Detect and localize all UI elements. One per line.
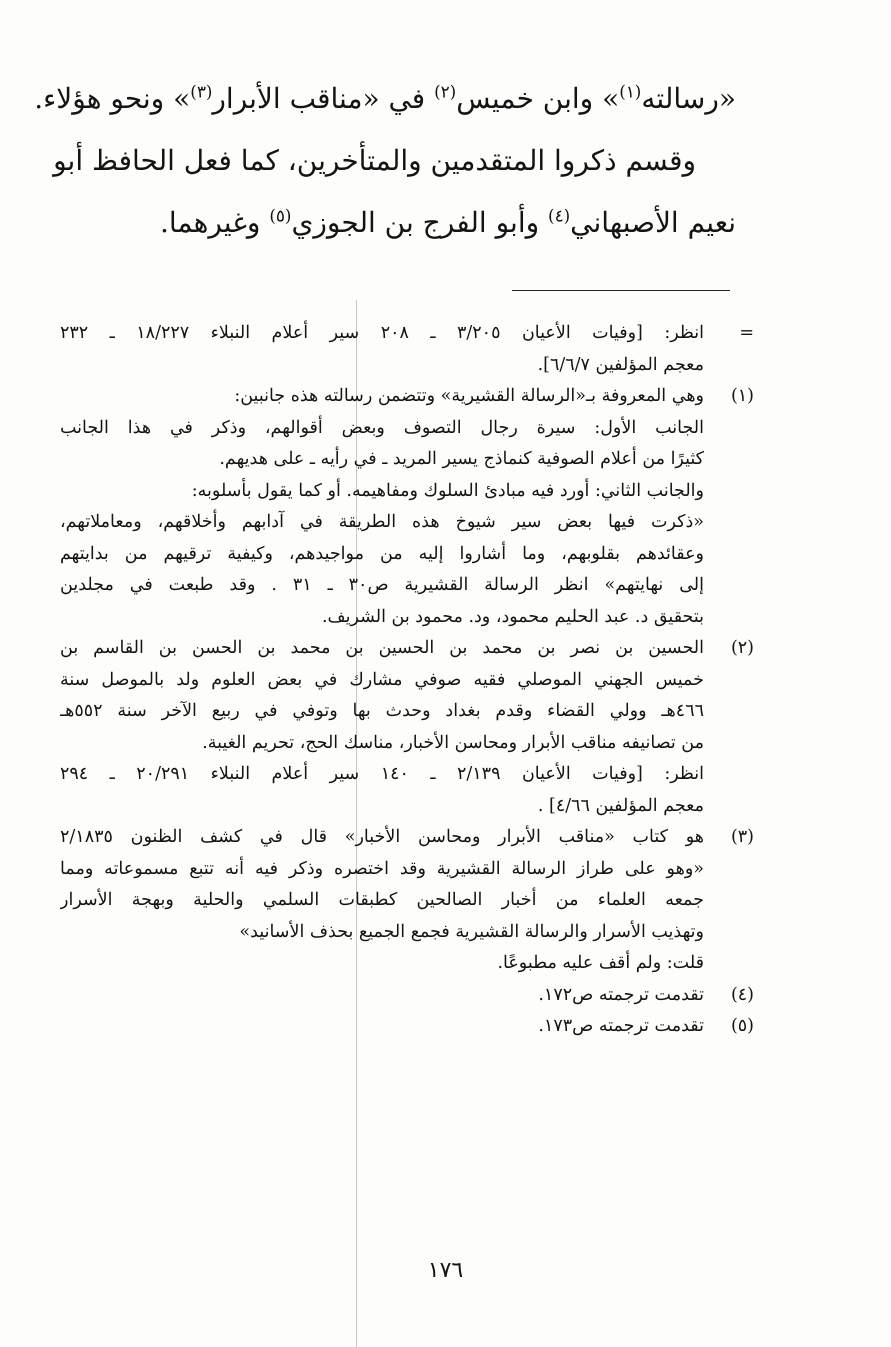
footnote-line: «وهو على طراز الرسالة القشيرية وقد اختصره وذكر فيه أنه تتبع مسموعاته ومما [60, 858, 704, 879]
footnote-continued [60, 318, 754, 381]
main-text [34, 68, 736, 254]
footnote-4 [60, 980, 754, 1012]
footnotes [60, 318, 754, 1043]
footnote-5 [60, 1011, 754, 1043]
footnote-line: قلت: ولم أقف عليه مطبوعًا. [497, 953, 704, 973]
footnote-line: «ذكرت فيها بعض سير شيوخ هذه الطريقة في آدابهم وأخلاقهم، ومعاملاتهم، [60, 512, 704, 532]
footnote-separator [512, 290, 730, 291]
main-text-line-3: نعيم الأصبهاني$^{(٤)}$ وأبو الفرج بن الجوزي$^{(٥)}$ وغيرهما. [159, 205, 736, 239]
main-text-line-2: وقسم ذكروا المتقدمين والمتأخرين، كما فعل الحافظ أبو [53, 144, 696, 177]
footnote-ref-4[interactable]: (٤) [548, 205, 571, 226]
footnote-line: خميس الجهني الموصلي فقيه صوفي مشارك في بعض العلوم ولد بالموصل سنة [60, 669, 704, 690]
footnote-line: والجانب الثاني: أورد فيه مبادئ السلوك ومفاهيمه. أو كما يقول بأسلوبه: [191, 480, 704, 501]
footnote-line: وتهذيب الأسرار والرسالة القشيرية فجمع الجميع بحذف الأسانيد» [239, 921, 704, 942]
footnote-line: بتحقيق د. عبد الحليم محمود، ود. محمود بن الشريف. [321, 606, 704, 627]
footnote-line: تقدمت ترجمته ص١٧٢. [538, 984, 704, 1005]
footnote-3 [60, 822, 754, 980]
footnote-line: كثيرًا من أعلام الصوفية كنماذج يسير المريد ـ في رأيه ـ على هديهم. [219, 449, 704, 469]
footnote-marker: (٢) [730, 638, 754, 658]
footnote-ref-1[interactable]: (١) [619, 81, 642, 102]
main-text-line-1: «رسالته$^{(١)}$» وابن خميس$^{(٢)}$ في «مناقب الأبرار$^{(٣)}$» ونحو هؤلاء. [34, 81, 736, 115]
footnote-line: جمعه العلماء من أخبار الصالحين كطبقات السلمي والحلية وبهجة الأسرار [60, 890, 704, 910]
footnote-marker: (١) [730, 386, 754, 406]
footnote-line: انظر: [وفيات الأعيان ٢/١٣٩ ـ ١٤٠ سير أعلام النبلاء ٢٠/٢٩١ ـ ٢٩٤ [60, 764, 704, 784]
footnote-line: وعقائدهم بقلوبهم، وما أشاروا إليه من مواجيدهم، وكيفية ترقيهم من بدايتهم [60, 543, 704, 564]
footnote-marker: (٤) [730, 984, 754, 1005]
footnote-ref-2[interactable]: (٢) [434, 81, 457, 102]
footnote-2 [60, 633, 754, 822]
footnote-line: إلى نهايتهم» انظر الرسالة القشيرية ص٣٠ ـ ٣١ . وقد طبعت في مجلدين [60, 575, 704, 595]
footnote-line: تقدمت ترجمته ص١٧٣. [538, 1016, 704, 1036]
footnote-marker: (٥) [730, 1016, 754, 1036]
footnote-ref-5[interactable]: (٥) [269, 205, 292, 226]
footnote-line: ٤٦٦هـ وولي القضاء وقدم بغداد وحدث بها وتوفي في ربيع الآخر سنة ٥٥٢هـ [60, 701, 704, 721]
footnote-marker: (٣) [730, 827, 754, 847]
footnote-line: الجانب الأول: سيرة رجال التصوف وبعض أقوالهم، وذكر في هذا الجانب [60, 417, 704, 438]
footnote-line: معجم المؤلفين ٤/٦٦] . [537, 795, 704, 816]
footnote-line: هو كتاب «مناقب الأبرار ومحاسن الأخبار» قال في كشف الظنون ٢/١٨٣٥ [60, 827, 704, 847]
footnote-marker: = [739, 323, 754, 343]
footnote-ref-3[interactable]: (٣) [190, 81, 213, 102]
footnote-line: انظر: [وفيات الأعيان ٣/٢٠٥ ـ ٢٠٨ سير أعلام النبلاء ١٨/٢٢٧ ـ ٢٣٢ [60, 323, 704, 343]
footnote-line: من تصانيفه مناقب الأبرار ومحاسن الأخبار، مناسك الحج، تحريم الغيبة. [202, 732, 704, 753]
footnote-line: معجم المؤلفين ٦/٦/٧]. [537, 354, 704, 375]
footnote-line: الحسين بن نصر بن محمد بن الحسين بن محمد بن الحسن بن القاسم بن [60, 638, 704, 658]
footnote-line: وهي المعروفة بـ«الرسالة القشيرية» وتتضمن رسالته هذه جانبين: [234, 386, 704, 406]
footnote-1 [60, 381, 754, 633]
page-number: ١٧٦ [427, 1258, 464, 1283]
